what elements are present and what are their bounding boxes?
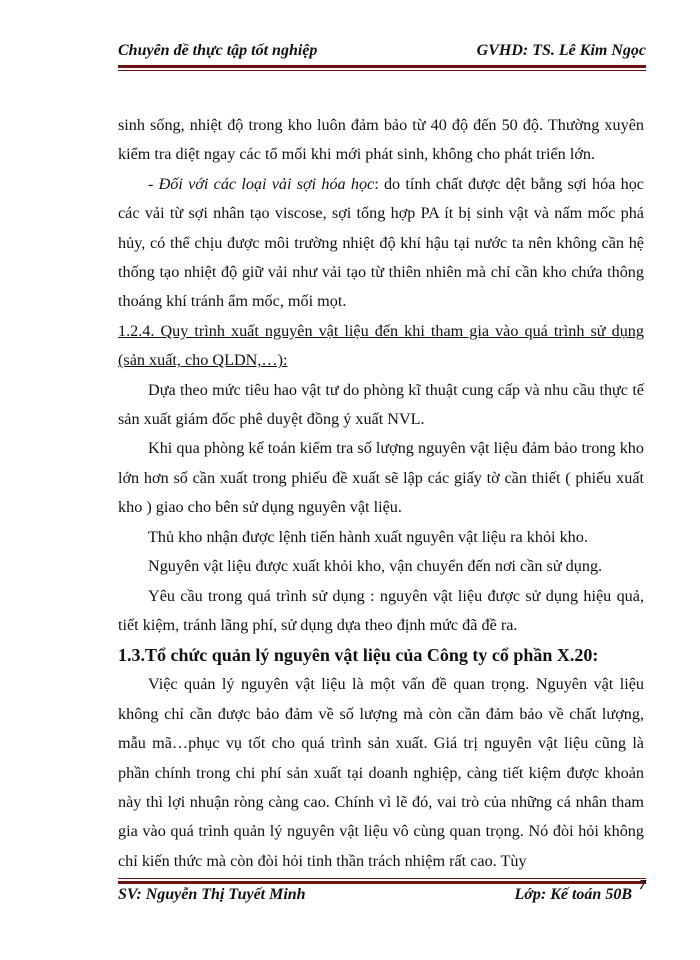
- footer-rule-thin: [118, 878, 646, 879]
- footer-student-name: SV: Nguyễn Thị Tuyết Minh: [118, 886, 306, 903]
- paragraph: Yêu cầu trong quá trình sử dụng : nguyên vật liệu được sử dụng hiệu quả, tiết kiệm, tránh lãng phí, sử dụng dựa theo định mức đã đề ra.: [118, 586, 644, 634]
- paragraph: Dựa theo mức tiêu hao vật tư do phòng kĩ thuật cung cấp và nhu cầu thực tế sản xuất giám đốc phê duyệt đồng ý xuất NVL.: [118, 380, 644, 429]
- page-footer: [118, 878, 646, 908]
- paragraph-lead-italic: - Đối với các loại vải sợi hóa học: [148, 174, 375, 193]
- paragraph: Khi qua phòng kế toán kiểm tra số lượng nguyên vật liệu đảm bảo trong kho lớn hơn số cần xuất trong phiếu đề xuất sẽ lập các giấy tờ cần thiết ( phiếu xuất kho ) giao cho bên sử dụng nguyên vật liệu.: [118, 439, 644, 517]
- header-supervisor: GVHD: TS. Lê Kim Ngọc: [476, 42, 646, 59]
- section-heading: 1.3.Tổ chức quản lý nguyên vật liệu của Công ty cổ phần X.20:: [118, 645, 599, 666]
- header-report-title: Chuyên đề thực tập tốt nghiệp: [118, 42, 318, 59]
- page-body: [118, 111, 644, 876]
- footer-class: Lớp: Kế toán 50B: [514, 886, 632, 903]
- paragraph: Việc quản lý nguyên vật liệu là một vấn đề quan trọng. Nguyên vật liệu không chỉ cần được bảo đảm về số lượng mà còn cần đảm bảo về chất lượng, mẫu mã…phục vụ tốt cho quá trình sản xuất. Giá trị nguyên vật liệu cũng là phần chính trong chi phí sản xuất tại doanh nghiệp, càng tiết kiệm được khoản này thì lợi nhuận ròng càng cao. Chính vì lẽ đó, vai trò của những cá nhân tham gia vào quá trình quản lý nguyên vật liệu vô cùng quan trọng. Nó đòi hỏi không chỉ kiến thức mà còn đòi hỏi tinh thần trách nhiệm rất cao. Tùy: [118, 675, 644, 870]
- paragraph-text: : do tính chất được dệt bằng sợi hóa học các vải từ sợi nhân tạo viscose, sợi tổng hợp PA ít bị sinh vật và nấm mốc phá hủy, có thể chịu được môi trường nhiệt độ khí hậu tại nước ta nên không cần hệ thống tạo nhiệt độ giữ vải như vải tạo từ thiên nhiên mà chỉ cần kho chứa thông thoáng khí tránh ẩm mốc, mối mọt.: [118, 174, 644, 311]
- page-header: [118, 40, 646, 64]
- page-number: 7: [639, 878, 646, 893]
- paragraph-synthetic-fabrics: [118, 170, 644, 317]
- header-rule-thin: [118, 70, 646, 71]
- paragraph: sinh sống, nhiệt độ trong kho luôn đảm bảo từ 40 độ đến 50 độ. Thường xuyên kiểm tra diệt ngay các tổ mối khi mới phát sinh, không cho phát triển lớn.: [118, 116, 644, 164]
- subsection-heading: 1.2.4. Quy trình xuất nguyên vật liệu đến khi tham gia vào quá trình sử dụng (sản xuất, cho QLDN,…):: [118, 321, 644, 370]
- header-rule-thick: [118, 65, 646, 68]
- paragraph: Thủ kho nhận được lệnh tiến hành xuất nguyên vật liệu ra khỏi kho.: [148, 527, 588, 546]
- paragraph: Nguyên vật liệu được xuất khỏi kho, vận chuyển đến nơi cần sử dụng.: [148, 557, 603, 576]
